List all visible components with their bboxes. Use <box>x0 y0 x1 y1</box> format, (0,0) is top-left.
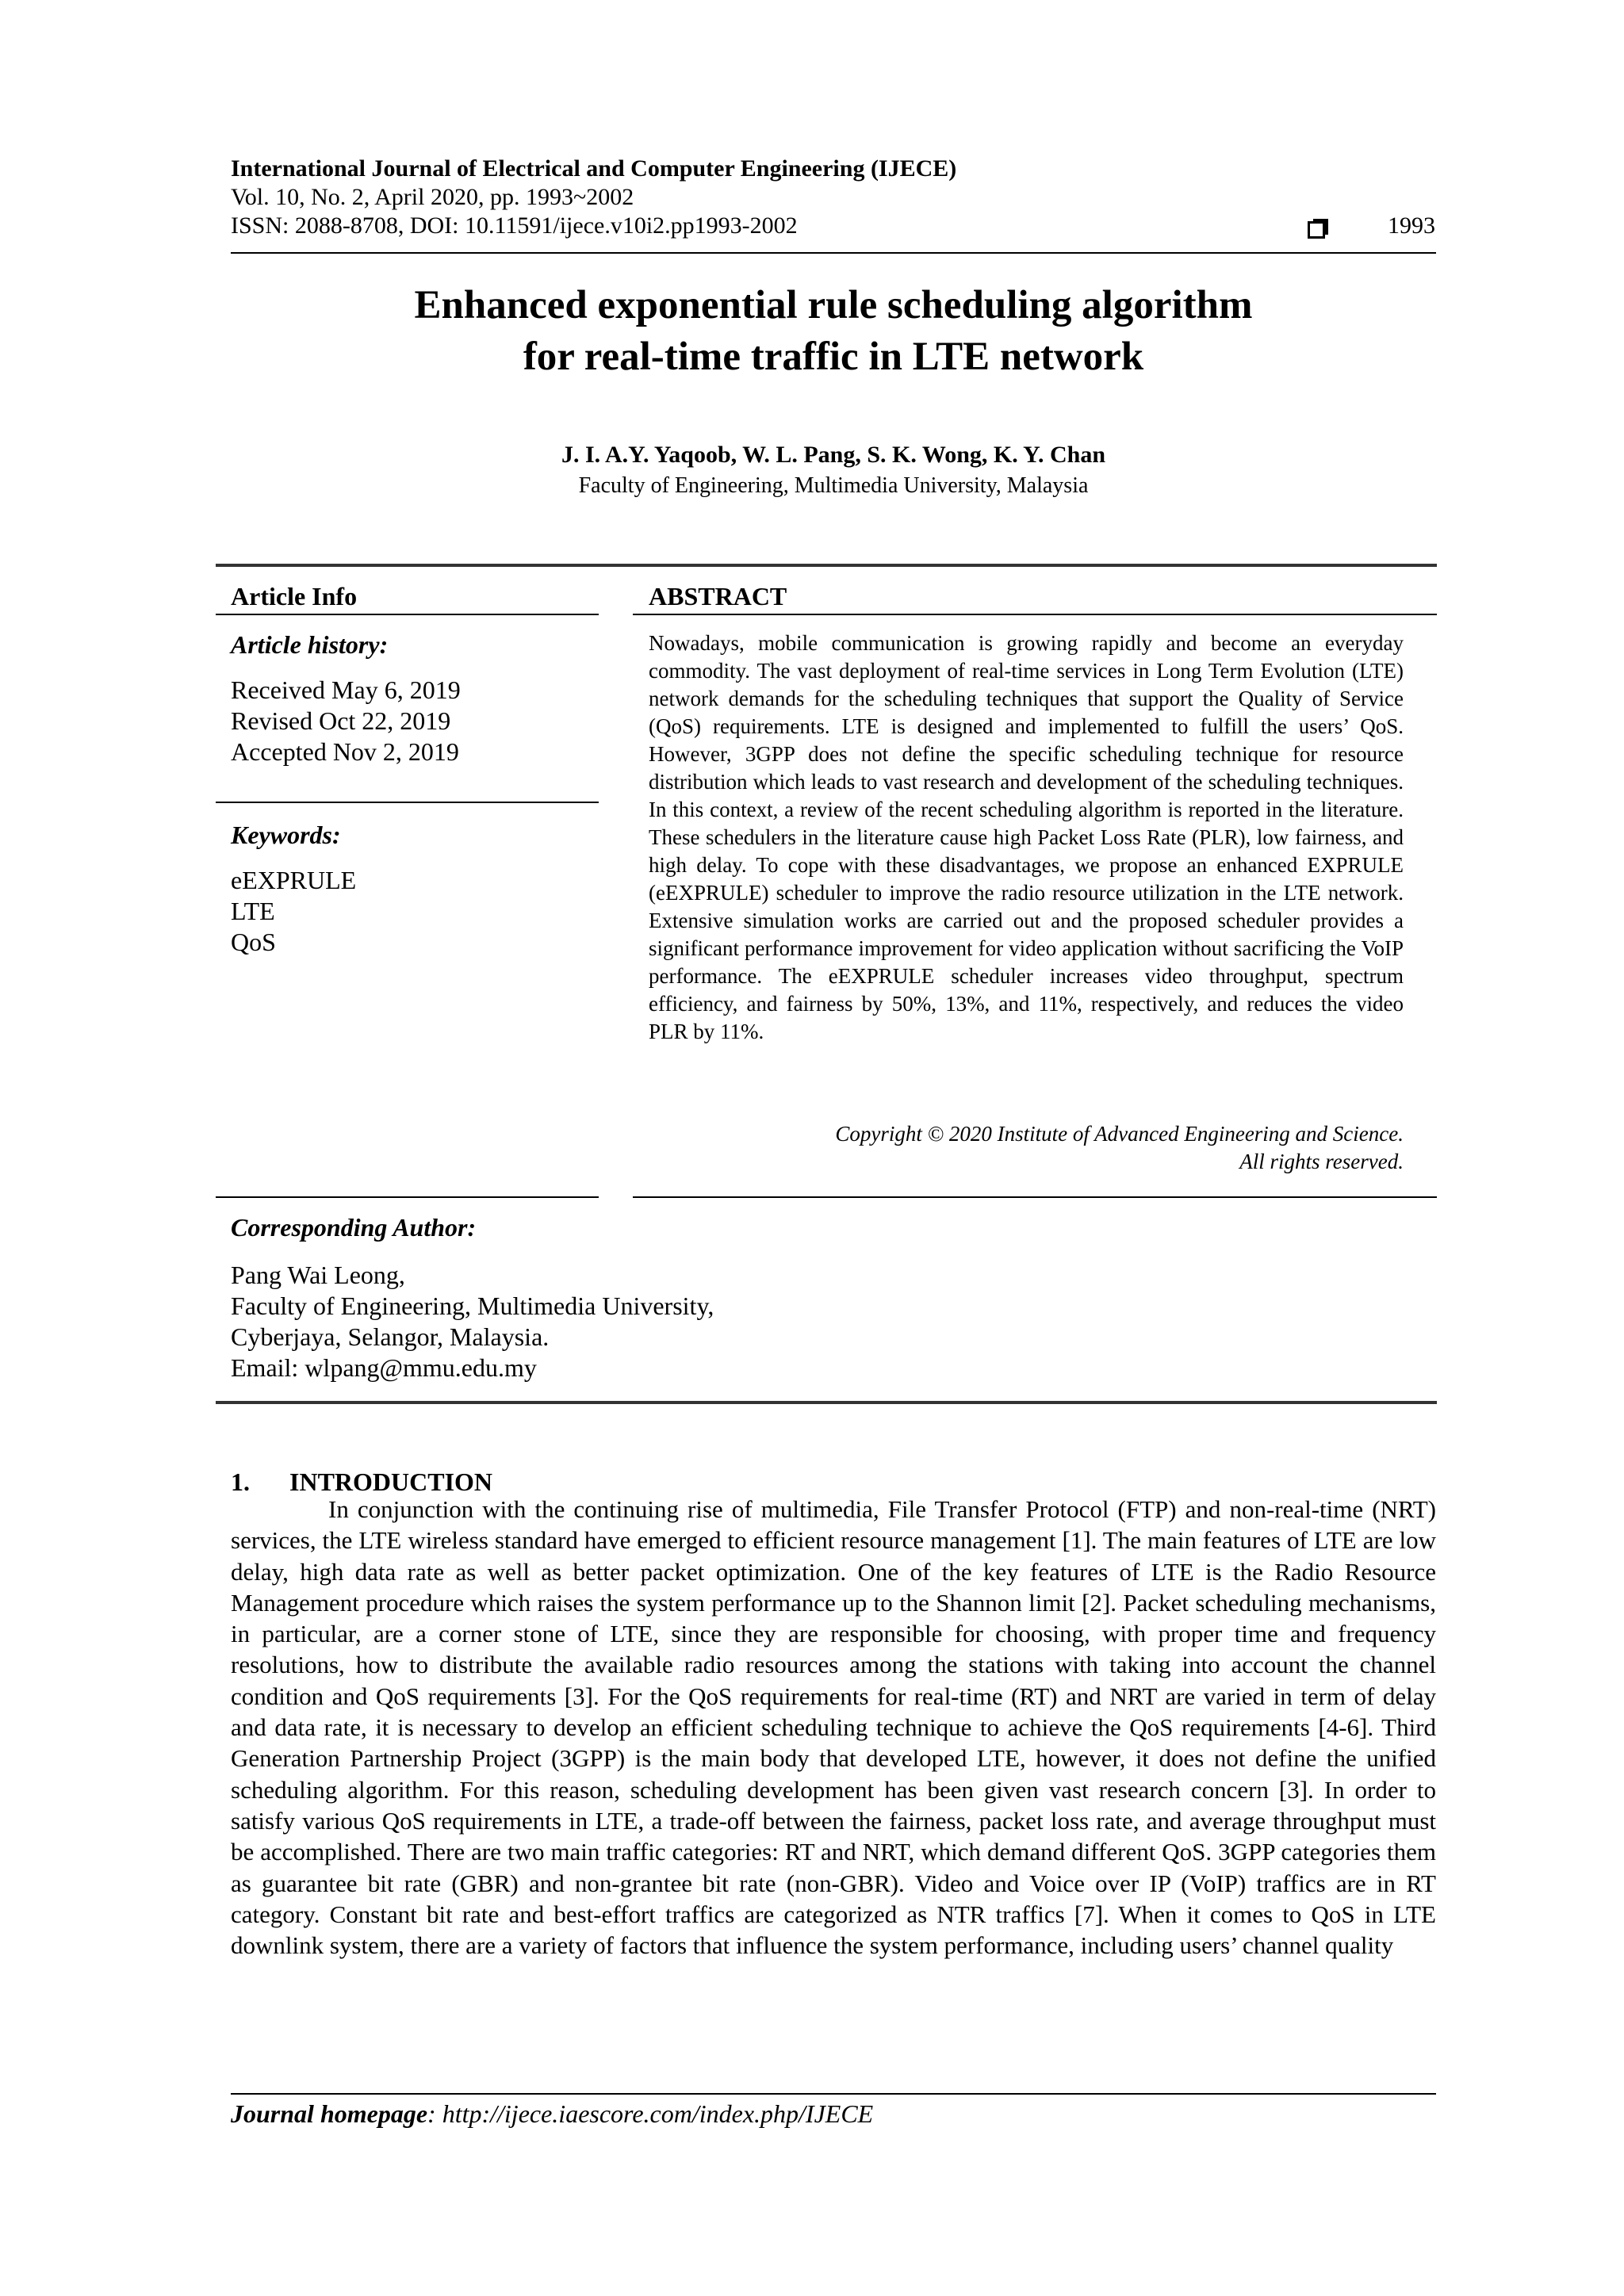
info-box-top-rule <box>216 564 1437 567</box>
revised-date: Revised Oct 22, 2019 <box>231 706 451 735</box>
author-list: J. I. A.Y. Yaqoob, W. L. Pang, S. K. Wong, K. Y. Chan <box>561 442 1106 468</box>
rights-reserved: All rights reserved. <box>1239 1150 1404 1173</box>
corresponding-author-name: Pang Wai Leong, <box>231 1261 405 1289</box>
paper-title-line-2: for real-time traffic in LTE network <box>523 335 1144 379</box>
keyword-item: QoS <box>231 928 276 956</box>
volume-info: Vol. 10, No. 2, April 2020, pp. 1993~2002 <box>231 184 634 210</box>
abstract-heading: ABSTRACT <box>649 582 787 610</box>
corresponding-author-location: Cyberjaya, Selangor, Malaysia. <box>231 1322 550 1351</box>
keywords-heading: Keywords: <box>231 821 341 849</box>
corresponding-author-faculty: Faculty of Engineering, Multimedia University, <box>231 1292 714 1320</box>
checkbox-square-icon <box>1308 221 1325 239</box>
article-info-heading: Article Info <box>231 582 358 610</box>
section-number: 1. <box>231 1468 250 1496</box>
abstract-bottom-rule <box>633 1196 1437 1198</box>
keywords-rule <box>216 1196 599 1198</box>
history-rule <box>216 802 599 803</box>
introduction-body: In conjunction with the continuing rise of multimedia, File Transfer Protocol (FTP) and non-real-time (NRT) services, the LTE wireless standard have emerged to efficient resource management [1]. The main features of LTE are low delay, high data rate as well as better packet optimization. One of the key features of LTE is the Radio Resource Management procedure which raises the system performance up to the Shannon limit [2]. Packet scheduling mechanisms, in particular, are a corner stone of LTE, since they are responsible for choosing, with proper time and frequency resolutions, how to distribute the available radio resources among the stations with taking into account the channel condition and QoS requirements [3]. For the QoS requirements for real-time (RT) and NRT are varied in term of delay and data rate, it is necessary to develop an efficient scheduling technique to achieve the QoS requirements [4-6]. Third Generation Partnership Project (3GPP) is the main body that developed LTE, however, it does not define the unified scheduling algorithm. For this reason, scheduling development has been given vast research concern [3]. In order to satisfy various QoS requirements in LTE, a trade-off between the fairness, packet loss rate, and average throughput must be accomplished. There are two main traffic categories: RT and NRT, which demand different QoS. 3GPP categories them as guarantee bit rate (GBR) and non-grantee bit rate (non-GBR). Video and Voice over IP (VoIP) traffics are in RT category. Constant bit rate and best-effort traffics are categorized as NTR traffics [7]. When it comes to QoS in LTE downlink system, there are a variety of factors that influence the system performance, including users’ channel quality <box>231 1495 1436 1960</box>
copyright-notice: Copyright © 2020 Institute of Advanced Engineering and Science. <box>835 1122 1404 1146</box>
abstract-body: Nowadays, mobile communication is growing rapidly and become an everyday commodity. The vast deployment of real-time services in Long Term Evolution (LTE) network demands for the scheduling techniques that support the Quality of Service (QoS) requirements. LTE is designed and implemented to fulfill the users’ QoS. However, 3GPP does not define the specific scheduling technique for resource distribution which leads to vast research and development of the scheduling techniques. In this context, a review of the recent scheduling algorithm is reported in the literature. These schedulers in the literature cause high Packet Loss Rate (PLR), low fairness, and high delay. To cope with these disadvantages, we propose an enhanced EXPRULE (eEXPRULE) scheduler to improve the radio resource utilization in the LTE network. Extensive simulation works are carried out and the proposed scheduler provides a significant performance improvement for video application without sacrificing the VoIP performance. The eEXPRULE scheduler increases video throughput, spectrum efficiency, and fairness by 50%, 13%, and 11%, respectively, and reduces the video PLR by 11%. <box>649 631 1404 1043</box>
journal-homepage <box>231 2099 873 2129</box>
journal-name: International Journal of Electrical and Computer Engineering (IJECE) <box>231 155 957 182</box>
abstract-rule <box>633 614 1437 615</box>
journal-homepage-label: Journal homepage <box>231 2099 428 2128</box>
paper-title-line-1: Enhanced exponential rule scheduling algorithm <box>414 283 1253 327</box>
page-number: 1993 <box>1388 212 1435 239</box>
keyword-item: eEXPRULE <box>231 866 357 894</box>
article-info-rule <box>216 614 599 615</box>
accepted-date: Accepted Nov 2, 2019 <box>231 737 459 766</box>
affiliation: Faculty of Engineering, Multimedia University, Malaysia <box>578 473 1089 498</box>
section-heading: INTRODUCTION <box>289 1468 493 1496</box>
header-rule <box>231 252 1436 254</box>
issn-doi: ISSN: 2088-8708, DOI: 10.11591/ijece.v10i2.pp1993-2002 <box>231 212 798 239</box>
article-history-heading: Article history: <box>231 630 389 659</box>
corresponding-author-email: Email: wlpang@mmu.edu.my <box>231 1353 537 1382</box>
journal-homepage-link[interactable]: : http://ijece.iaescore.com/index.php/IJECE <box>427 2099 874 2128</box>
corresponding-author-heading: Corresponding Author: <box>231 1213 477 1242</box>
footer-rule <box>231 2093 1436 2095</box>
info-box-bottom-rule <box>216 1401 1437 1404</box>
keyword-item: LTE <box>231 897 275 925</box>
received-date: Received May 6, 2019 <box>231 675 461 704</box>
